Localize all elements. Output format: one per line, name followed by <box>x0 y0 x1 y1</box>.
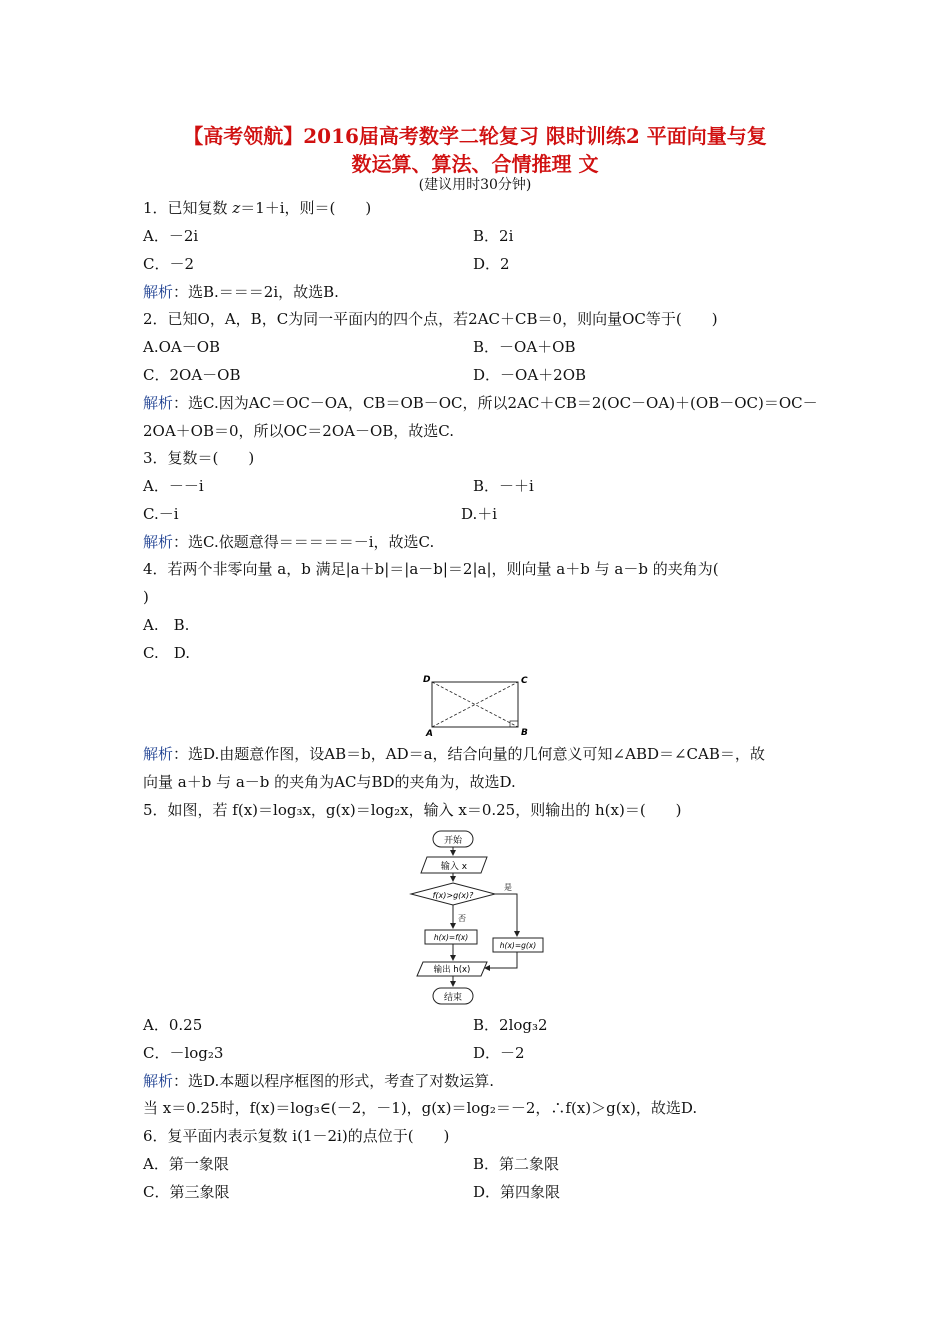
q6-option-a: A．第一象限 <box>143 1155 229 1173</box>
q4-analysis-line-2: 向量 a＋b 与 a－b 的夹角为AC与BD的夹角为，故选D. <box>143 773 516 791</box>
svg-text:开始: 开始 <box>443 836 463 846</box>
svg-text:输入 x: 输入 x <box>440 862 468 872</box>
q4-stem-line-2: ) <box>143 588 149 606</box>
q4-stem-line-1: 4．若两个非零向量 a，b 满足|a＋b|＝|a－b|＝2|a|，则向量 a＋b 与 a－b 的夹角为( <box>143 560 719 578</box>
q3-option-d: D.＋i <box>461 505 498 523</box>
q1-option-c: C．－2 <box>143 255 195 273</box>
q1-option-d: D．2 <box>473 255 510 273</box>
q2-option-a: A.OA－OB <box>143 338 221 356</box>
suggested-time: (建议用时30分钟) <box>418 177 532 193</box>
q3-stem: 3．复数＝( ) <box>143 449 255 467</box>
q2-option-b: B．－OA＋OB <box>473 338 576 356</box>
q6-option-c: C．第三象限 <box>143 1183 230 1201</box>
flow-no-label: 否 <box>458 914 466 923</box>
q2-analysis-line-2: 2OA＋OB＝0，所以OC＝2OA－OB，故选C. <box>143 422 455 440</box>
q5-option-b: B．2log₃2 <box>473 1016 548 1034</box>
q5-analysis-line-1: 解析：选D.本题以程序框图的形式，考查了对数运算. <box>143 1072 495 1090</box>
svg-text:h(x)=f(x): h(x)=f(x) <box>433 933 469 942</box>
svg-text:结束: 结束 <box>443 993 463 1003</box>
q2-stem: 2．已知O，A，B，C为同一平面内的四个点，若2AC＋CB＝0，则向量OC等于( ) <box>143 310 718 328</box>
svg-text:输出 h(x): 输出 h(x) <box>433 965 471 975</box>
q4-options-cd: C. D. <box>143 644 190 662</box>
label-a: A <box>426 729 433 738</box>
q6-stem: 6．复平面内表示复数 i(1－2i)的点位于( ) <box>143 1127 450 1145</box>
q5-option-a: A．0.25 <box>143 1016 203 1034</box>
q3-option-a: A．－－i <box>143 477 204 495</box>
q6-option-d: D．第四象限 <box>473 1183 561 1201</box>
analysis-label: 解析 <box>143 745 174 763</box>
analysis-label: 解析 <box>143 394 174 412</box>
q5-flowchart <box>405 828 555 1008</box>
q2-option-c: C．2OA－OB <box>143 366 241 384</box>
q5-option-c: C．－log₂3 <box>143 1044 224 1062</box>
q2-analysis-line-1: 解析：选C.因为AC＝OC－OA，CB＝OB－OC，所以2AC＋CB＝2(OC－OA)＋(OB－OC)＝OC－ <box>143 394 818 412</box>
q1-analysis: 解析：选B.＝＝＝2i，故选B. <box>143 283 339 301</box>
q5-stem: 5．如图，若 f(x)＝log₃x，g(x)＝log₂x，输入 x＝0.25，则输出的 h(x)＝( ) <box>143 801 682 819</box>
analysis-label: 解析 <box>143 283 174 301</box>
q4-options-ab: A. B. <box>143 616 190 634</box>
q1-option-a: A．－2i <box>143 227 199 245</box>
q5-option-d: D．－2 <box>473 1044 525 1062</box>
label-d: D <box>423 675 431 685</box>
q6-option-b: B．第二象限 <box>473 1155 560 1173</box>
q2-option-d: D．－OA＋2OB <box>473 366 587 384</box>
q1-option-b: B．2i <box>473 227 514 245</box>
svg-text:f(x)>g(x)?: f(x)>g(x)? <box>432 891 474 900</box>
q4-analysis-line-1: 解析：选D.由题意作图，设AB＝b，AD＝a，结合向量的几何意义可知∠ABD＝∠CAB＝，故 <box>143 745 765 763</box>
q3-option-c: C.－i <box>143 505 179 523</box>
analysis-label: 解析 <box>143 1072 174 1090</box>
svg-text:h(x)=g(x): h(x)=g(x) <box>499 941 537 950</box>
label-c: C <box>521 676 528 686</box>
q3-option-b: B．－＋i <box>473 477 534 495</box>
q4-rectangle-figure <box>420 672 532 738</box>
flow-yes-label: 是 <box>504 883 512 892</box>
q1-stem: 1．已知复数 z＝1＋i，则＝( ) <box>143 199 372 217</box>
q5-analysis-line-2: 当 x＝0.25时，f(x)＝log₃∈(－2，－1)，g(x)＝log₂＝－2，∴f(x)＞g(x)，故选D. <box>143 1099 698 1117</box>
document-title-line-2: 数运算、算法、合情推理 文 <box>351 152 599 176</box>
q3-analysis: 解析：选C.依题意得＝＝＝＝＝－i，故选C. <box>143 533 435 551</box>
label-b: B <box>521 728 528 738</box>
document-title-line-1: 【高考领航】2016届高考数学二轮复习 限时训练2 平面向量与复 <box>183 124 767 148</box>
analysis-label: 解析 <box>143 533 174 551</box>
